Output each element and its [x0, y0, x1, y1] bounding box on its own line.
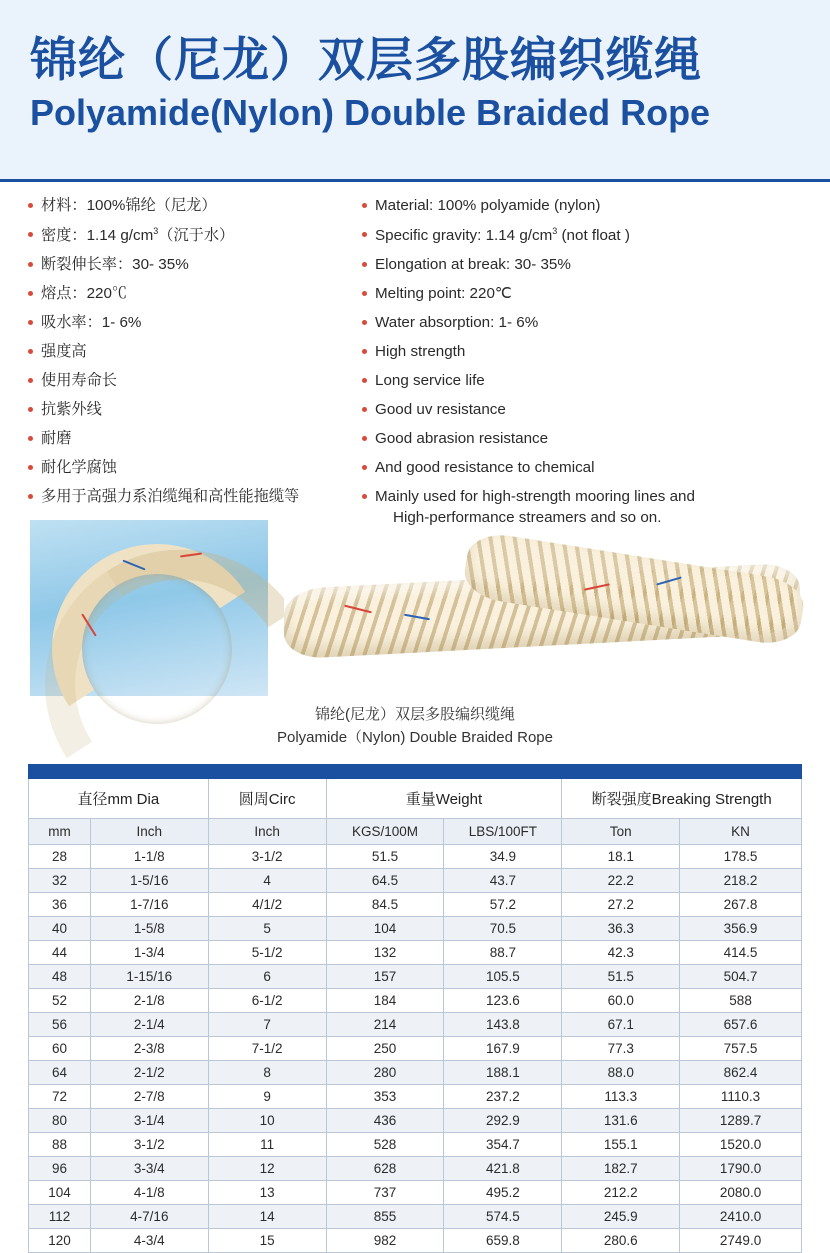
- column-header-circ-inch: Inch: [208, 819, 326, 845]
- cell-dia-inch: 4-1/8: [90, 1181, 208, 1205]
- cell-mm: 36: [29, 893, 91, 917]
- cell-dia-inch: 1-7/16: [90, 893, 208, 917]
- cell-ton: 60.0: [562, 989, 680, 1013]
- cell-lbs-100ft: 143.8: [444, 1013, 562, 1037]
- column-header-lbs-100ft: LBS/100FT: [444, 819, 562, 845]
- cell-ton: 155.1: [562, 1133, 680, 1157]
- cell-lbs-100ft: 88.7: [444, 941, 562, 965]
- table-row: [29, 845, 802, 869]
- cell-circ-inch: 10: [208, 1109, 326, 1133]
- product-images: [30, 520, 800, 696]
- cell-ton: 36.3: [562, 917, 680, 941]
- table-row: [29, 989, 802, 1013]
- cell-kgs-100m: 250: [326, 1037, 444, 1061]
- cell-mm: 40: [29, 917, 91, 941]
- cell-circ-inch: 7-1/2: [208, 1037, 326, 1061]
- column-header-ton: Ton: [562, 819, 680, 845]
- cell-mm: 32: [29, 869, 91, 893]
- list-item: 材料：100%锦纶（尼龙）: [28, 196, 340, 217]
- features-column-chinese: [0, 196, 340, 537]
- cell-kn: 267.8: [680, 893, 802, 917]
- list-item: 熔点：220℃: [28, 284, 340, 305]
- cell-lbs-100ft: 574.5: [444, 1205, 562, 1229]
- cell-kgs-100m: 353: [326, 1085, 444, 1109]
- table-row: [29, 1037, 802, 1061]
- caption-chinese: 锦纶(尼龙）双层多股编织缆绳: [315, 706, 515, 723]
- cell-lbs-100ft: 167.9: [444, 1037, 562, 1061]
- cell-kgs-100m: 628: [326, 1157, 444, 1181]
- image-caption: [0, 703, 830, 750]
- list-item: 密度：1.14 $g/cm^3$（沉于水）: [28, 225, 340, 247]
- cell-mm: 44: [29, 941, 91, 965]
- group-header-weight: 重量Weight: [326, 779, 562, 819]
- cell-mm: 96: [29, 1157, 91, 1181]
- cell-lbs-100ft: 659.8: [444, 1229, 562, 1253]
- cell-mm: 56: [29, 1013, 91, 1037]
- list-item: 多用于高强力系泊缆绳和高性能拖缆等: [28, 487, 340, 508]
- table-top-bar-cell: [29, 765, 802, 779]
- cell-circ-inch: 9: [208, 1085, 326, 1109]
- cell-ton: 88.0: [562, 1061, 680, 1085]
- cell-ton: 113.3: [562, 1085, 680, 1109]
- cell-dia-inch: 2-1/2: [90, 1061, 208, 1085]
- cell-lbs-100ft: 57.2: [444, 893, 562, 917]
- cell-circ-inch: 11: [208, 1133, 326, 1157]
- cell-dia-inch: 1-5/16: [90, 869, 208, 893]
- cell-lbs-100ft: 34.9: [444, 845, 562, 869]
- cell-lbs-100ft: 237.2: [444, 1085, 562, 1109]
- table-row: [29, 1085, 802, 1109]
- cell-mm: 28: [29, 845, 91, 869]
- cell-kgs-100m: 737: [326, 1181, 444, 1205]
- cell-ton: 245.9: [562, 1205, 680, 1229]
- table-row: [29, 1157, 802, 1181]
- cell-mm: 72: [29, 1085, 91, 1109]
- cell-kn: 218.2: [680, 869, 802, 893]
- list-item: 耐磨: [28, 429, 340, 450]
- table-row: [29, 917, 802, 941]
- cell-kn: 414.5: [680, 941, 802, 965]
- table-row: [29, 1061, 802, 1085]
- cell-mm: 48: [29, 965, 91, 989]
- cell-kn: 1790.0: [680, 1157, 802, 1181]
- table-row: [29, 1133, 802, 1157]
- group-header-diameter: 直径mm Dia: [29, 779, 209, 819]
- cell-mm: 64: [29, 1061, 91, 1085]
- cell-dia-inch: 1-1/8: [90, 845, 208, 869]
- cell-ton: 67.1: [562, 1013, 680, 1037]
- list-item: And good resistance to chemical: [362, 458, 810, 479]
- list-item: Long service life: [362, 371, 810, 392]
- list-item-line1: Mainly used for high-strength mooring lines and: [375, 488, 695, 506]
- group-header-circumference: 圆周Circ: [208, 779, 326, 819]
- cell-kgs-100m: 184: [326, 989, 444, 1013]
- column-header-kgs-100m: KGS/100M: [326, 819, 444, 845]
- rope-coil-photo: [30, 520, 268, 696]
- list-item-line2: High-performance streamers and so on.: [393, 508, 662, 526]
- feature-list-chinese: [28, 196, 340, 508]
- cell-dia-inch: 3-1/2: [90, 1133, 208, 1157]
- specification-table: [28, 764, 802, 1253]
- cell-kgs-100m: 855: [326, 1205, 444, 1229]
- table-row: [29, 965, 802, 989]
- feature-list-english: [362, 196, 810, 528]
- header-titles: [30, 34, 802, 134]
- cell-ton: 212.2: [562, 1181, 680, 1205]
- cell-circ-inch: 4: [208, 869, 326, 893]
- column-header-dia-inch: Inch: [90, 819, 208, 845]
- cell-kn: 504.7: [680, 965, 802, 989]
- cell-lbs-100ft: 188.1: [444, 1061, 562, 1085]
- cell-kn: 657.6: [680, 1013, 802, 1037]
- group-header-breaking-strength: 断裂强度Breaking Strength: [562, 779, 802, 819]
- cell-circ-inch: 7: [208, 1013, 326, 1037]
- cell-kn: 2749.0: [680, 1229, 802, 1253]
- cell-dia-inch: 1-5/8: [90, 917, 208, 941]
- cell-kgs-100m: 132: [326, 941, 444, 965]
- cell-circ-inch: 15: [208, 1229, 326, 1253]
- page-title-chinese: 锦纶（尼龙）双层多股编织缆绳: [30, 33, 702, 86]
- cell-lbs-100ft: 292.9: [444, 1109, 562, 1133]
- caption-english: Polyamide（Nylon) Double Braided Rope: [277, 729, 553, 747]
- list-item: 断裂伸长率：30- 35%: [28, 255, 340, 276]
- cell-lbs-100ft: 43.7: [444, 869, 562, 893]
- list-item: 抗紫外线: [28, 400, 340, 421]
- cell-circ-inch: 5-1/2: [208, 941, 326, 965]
- cell-lbs-100ft: 70.5: [444, 917, 562, 941]
- cell-circ-inch: 13: [208, 1181, 326, 1205]
- cell-ton: 280.6: [562, 1229, 680, 1253]
- cell-kgs-100m: 982: [326, 1229, 444, 1253]
- cell-kgs-100m: 214: [326, 1013, 444, 1037]
- cell-kgs-100m: 157: [326, 965, 444, 989]
- cell-kn: 178.5: [680, 845, 802, 869]
- cell-kn: 1289.7: [680, 1109, 802, 1133]
- list-item: 强度高: [28, 342, 340, 363]
- cell-kgs-100m: 84.5: [326, 893, 444, 917]
- cell-ton: 182.7: [562, 1157, 680, 1181]
- cell-ton: 42.3: [562, 941, 680, 965]
- list-item: Water absorption: 1- 6%: [362, 313, 810, 334]
- table-row: [29, 893, 802, 917]
- cell-lbs-100ft: 105.5: [444, 965, 562, 989]
- cell-kgs-100m: 104: [326, 917, 444, 941]
- cell-mm: 88: [29, 1133, 91, 1157]
- cell-dia-inch: 2-1/4: [90, 1013, 208, 1037]
- spec-table-body: [29, 765, 802, 1253]
- cell-lbs-100ft: 354.7: [444, 1133, 562, 1157]
- column-header-kn: KN: [680, 819, 802, 845]
- cell-dia-inch: 2-7/8: [90, 1085, 208, 1109]
- table-row: [29, 1181, 802, 1205]
- list-item: Elongation at break: 30- 35%: [362, 255, 810, 276]
- spec-table-container: [28, 764, 802, 1253]
- cell-ton: 131.6: [562, 1109, 680, 1133]
- list-item: Good uv resistance: [362, 400, 810, 421]
- cell-dia-inch: 1-15/16: [90, 965, 208, 989]
- cell-dia-inch: 1-3/4: [90, 941, 208, 965]
- cell-ton: 77.3: [562, 1037, 680, 1061]
- cell-dia-inch: 2-3/8: [90, 1037, 208, 1061]
- cell-circ-inch: 4/1/2: [208, 893, 326, 917]
- cell-kn: 1520.0: [680, 1133, 802, 1157]
- cell-kn: 2080.0: [680, 1181, 802, 1205]
- cell-lbs-100ft: 495.2: [444, 1181, 562, 1205]
- cell-dia-inch: 3-3/4: [90, 1157, 208, 1181]
- cell-kn: 1110.3: [680, 1085, 802, 1109]
- cell-lbs-100ft: 421.8: [444, 1157, 562, 1181]
- list-item: 吸水率：1- 6%: [28, 313, 340, 334]
- cell-circ-inch: 12: [208, 1157, 326, 1181]
- cell-mm: 52: [29, 989, 91, 1013]
- cell-mm: 60: [29, 1037, 91, 1061]
- cell-circ-inch: 6: [208, 965, 326, 989]
- list-item: Melting point: 220℃: [362, 284, 810, 305]
- table-row: [29, 1229, 802, 1253]
- table-top-bar: [29, 765, 802, 779]
- cell-circ-inch: 8: [208, 1061, 326, 1085]
- cell-circ-inch: 3-1/2: [208, 845, 326, 869]
- cell-kn: 356.9: [680, 917, 802, 941]
- cell-dia-inch: 4-7/16: [90, 1205, 208, 1229]
- table-row: [29, 941, 802, 965]
- cell-dia-inch: 4-3/4: [90, 1229, 208, 1253]
- list-item: High strength: [362, 342, 810, 363]
- table-row: [29, 1205, 802, 1229]
- features-column-english: [340, 196, 810, 537]
- cell-lbs-100ft: 123.6: [444, 989, 562, 1013]
- cell-mm: 80: [29, 1109, 91, 1133]
- cell-circ-inch: 6-1/2: [208, 989, 326, 1013]
- cell-circ-inch: 14: [208, 1205, 326, 1229]
- cell-kn: 862.4: [680, 1061, 802, 1085]
- cell-mm: 120: [29, 1229, 91, 1253]
- cell-kn: 757.5: [680, 1037, 802, 1061]
- list-item: 耐化学腐蚀: [28, 458, 340, 479]
- cell-kn: 2410.0: [680, 1205, 802, 1229]
- cell-kgs-100m: 51.5: [326, 845, 444, 869]
- cell-ton: 18.1: [562, 845, 680, 869]
- table-row: [29, 1013, 802, 1037]
- cell-circ-inch: 5: [208, 917, 326, 941]
- page-title-english: Polyamide(Nylon) Double Braided Rope: [30, 91, 711, 133]
- table-group-header-row: [29, 779, 802, 819]
- list-item: 使用寿命长: [28, 371, 340, 392]
- cell-kgs-100m: 64.5: [326, 869, 444, 893]
- table-sub-header-row: [29, 819, 802, 845]
- page-header: [0, 0, 830, 182]
- cell-kgs-100m: 528: [326, 1133, 444, 1157]
- column-header-mm: mm: [29, 819, 91, 845]
- table-row: [29, 1109, 802, 1133]
- cell-ton: 51.5: [562, 965, 680, 989]
- cell-ton: 27.2: [562, 893, 680, 917]
- list-item: Material: 100% polyamide (nylon): [362, 196, 810, 217]
- cell-dia-inch: 3-1/4: [90, 1109, 208, 1133]
- cell-dia-inch: 2-1/8: [90, 989, 208, 1013]
- cell-kgs-100m: 436: [326, 1109, 444, 1133]
- list-item: Specific gravity: 1.14 $g/cm^3$ (not float ): [362, 225, 810, 247]
- features-section: [0, 196, 830, 537]
- cell-kn: 588: [680, 989, 802, 1013]
- list-item: Good abrasion resistance: [362, 429, 810, 450]
- cell-kgs-100m: 280: [326, 1061, 444, 1085]
- table-row: [29, 869, 802, 893]
- rope-strand-photo: [284, 540, 800, 680]
- cell-ton: 22.2: [562, 869, 680, 893]
- cell-mm: 112: [29, 1205, 91, 1229]
- cell-mm: 104: [29, 1181, 91, 1205]
